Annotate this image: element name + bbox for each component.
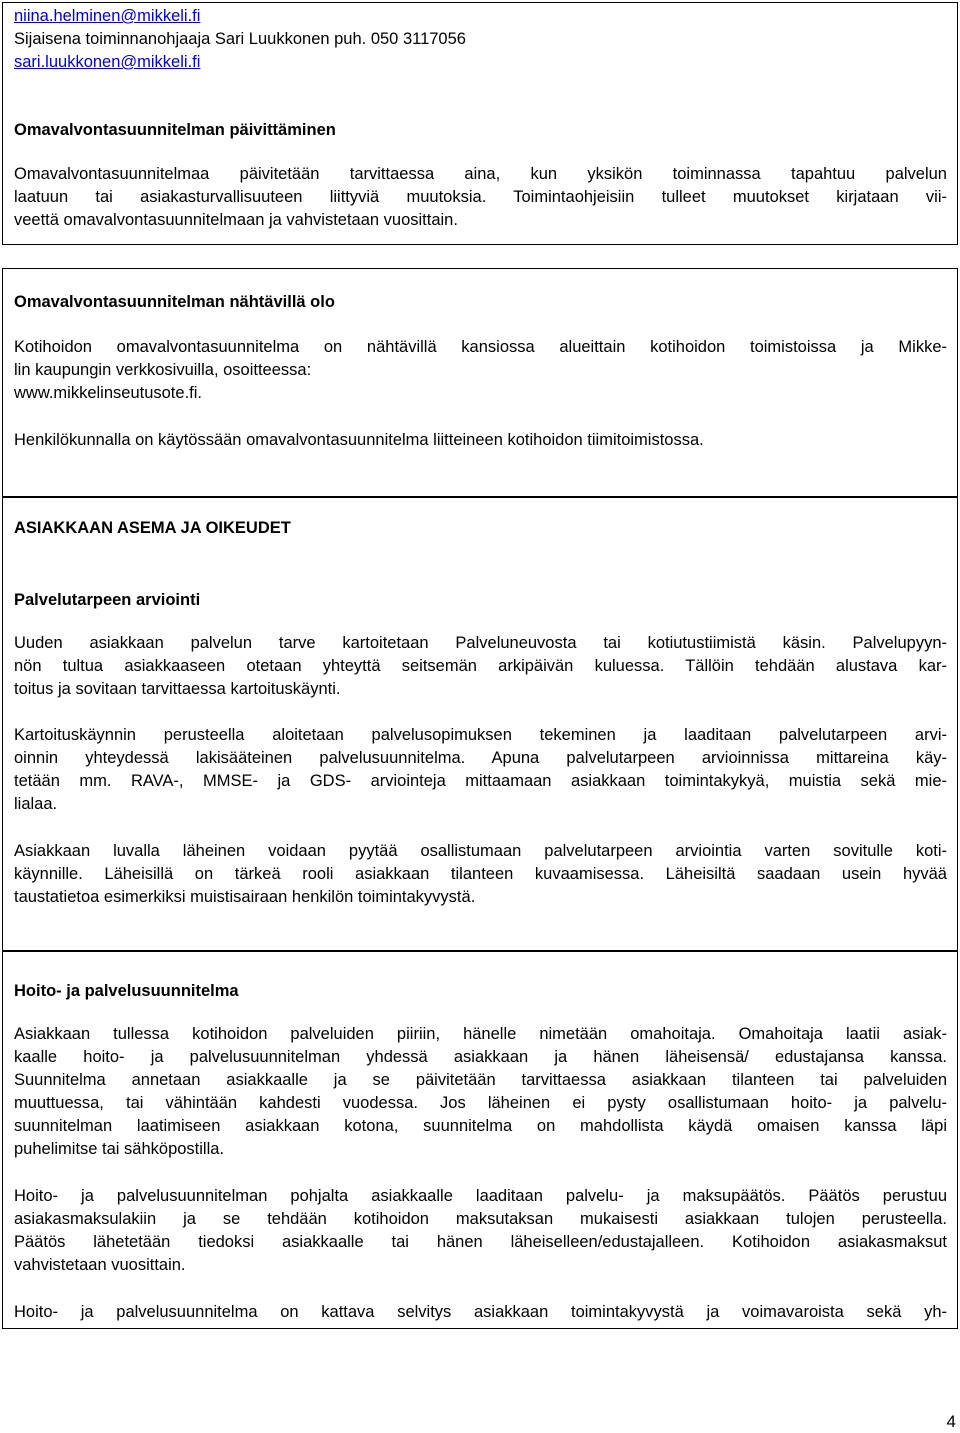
care-plan-text-line: kaalle hoito- ja palvelusuunnitelman yhdessä asiakkaan ja hänen läheisensä/ edustajansa kanssa. bbox=[14, 1048, 947, 1066]
website-url: www.mikkelinseutusote.fi. bbox=[14, 384, 202, 402]
update-text-line: laatuun tai asiakasturvallisuuteen liittyviä muutoksia. Toimintaohjeisiin tulleet muutokset kirjataan vii- bbox=[14, 188, 947, 206]
assessment-text-line: oinnin yhteydessä lakisääteinen palvelusuunnitelma. Apuna palvelutarpeen arvioinnissa mittareina käy- bbox=[14, 749, 947, 767]
rights-main-title: ASIAKKAAN ASEMA JA OIKEUDET bbox=[14, 519, 291, 537]
visibility-section-title: Omavalvontasuunnitelman nähtävillä olo bbox=[14, 293, 335, 311]
assessment-text-line: tetään mm. RAVA-, MMSE- ja GDS- arviointeja mittaamaan asiakkaan toimintakykyä, muistia sekä mie- bbox=[14, 772, 947, 790]
visibility-text-line: lin kaupungin verkkosivuilla, osoitteessa: bbox=[14, 361, 312, 379]
staff-access-text: Henkilökunnalla on käytössään omavalvontasuunnitelma liitteineen kotihoidon tiimitoimistossa. bbox=[14, 431, 704, 449]
assessment-text-line: nön tultua asiakkaaseen otetaan yhteyttä seitsemän arkipäivän kuluessa. Tällöin tehdään alustava kar- bbox=[14, 657, 947, 675]
assessment-text-line: toitus ja sovitaan tarvittaessa kartoituskäynti. bbox=[14, 680, 341, 698]
care-plan-text-line: Suunnitelma annetaan asiakkaalle ja se päivitetään tarvittaessa asiakkaan tilanteen tai palveluiden bbox=[14, 1071, 947, 1089]
care-plan-text-line: Päätös lähetetään tiedoksi asiakkaalle tai hänen läheiselleen/edustajalleen. Kotihoidon asiakasmaksut bbox=[14, 1233, 947, 1251]
page-number: 4 bbox=[946, 1412, 956, 1431]
visibility-text-line: Kotihoidon omavalvontasuunnitelma on nähtävillä kansiossa alueittain kotihoidon toimistoissa ja Mikke- bbox=[14, 338, 947, 356]
care-plan-text-line: asiakasmaksulakiin ja se tehdään kotihoidon maksutaksan mukaisesti asiakkaan tulojen perusteella. bbox=[14, 1210, 947, 1228]
care-plan-box bbox=[2, 951, 958, 1329]
care-plan-text-line: suunnitelman laatimiseen asiakkaan kotona, suunnitelma on mahdollista käydä omaisen kanssa läpi bbox=[14, 1117, 947, 1135]
rights-box bbox=[2, 497, 958, 951]
update-section-title: Omavalvontasuunnitelman päivittäminen bbox=[14, 121, 336, 139]
care-plan-text-line: Asiakkaan tullessa kotihoidon palveluiden piiriin, hänelle nimetään omahoitaja. Omahoitaja laatii asiak- bbox=[14, 1025, 947, 1043]
update-text-line: Omavalvontasuunnitelmaa päivitetään tarvittaessa aina, kun yksikön toiminnassa tapahtuu palvelun bbox=[14, 165, 947, 183]
assessment-text-line: Asiakkaan luvalla läheinen voidaan pyytää osallistumaan palvelutarpeen arviointia varten sovitulle koti- bbox=[14, 842, 947, 860]
email-link-helminen[interactable]: niina.helminen@mikkeli.fi bbox=[14, 7, 201, 25]
care-plan-text-line: vahvistetaan vuosittain. bbox=[14, 1256, 186, 1274]
assessment-text-line: Kartoituskäynnin perusteella aloitetaan palvelusopimuksen tekeminen ja laaditaan palvelutarpeen arvi- bbox=[14, 726, 947, 744]
assessment-title: Palvelutarpeen arviointi bbox=[14, 591, 201, 609]
assessment-text-line: Uuden asiakkaan palvelun tarve kartoitetaan Palveluneuvosta tai kotiutustiimistä käsin. Palvelupyyn- bbox=[14, 634, 947, 652]
assessment-text-line: käynnille. Läheisillä on tärkeä rooli asiakkaan tilanteen kuvaamisessa. Läheisiltä saadaan usein hyvää bbox=[14, 865, 947, 883]
care-plan-text-line: Hoito- ja palvelusuunnitelma on kattava selvitys asiakkaan toimintakyvystä ja voimavaroista sekä yh- bbox=[14, 1303, 947, 1321]
substitute-info: Sijaisena toiminnanohjaaja Sari Luukkonen puh. 050 3117056 bbox=[14, 30, 466, 48]
visibility-box bbox=[2, 268, 958, 497]
contact-update-box bbox=[2, 2, 958, 245]
care-plan-text-line: muuttuessa, tai vähintään kahdesti vuodessa. Jos läheinen ei pysty osallistumaan hoito- ja palvelu- bbox=[14, 1094, 947, 1112]
update-text-line: veettä omavalvontasuunnitelmaan ja vahvistetaan vuosittain. bbox=[14, 211, 458, 229]
email-link-luukkonen[interactable]: sari.luukkonen@mikkeli.fi bbox=[14, 53, 201, 71]
care-plan-title: Hoito- ja palvelusuunnitelma bbox=[14, 982, 239, 1000]
care-plan-text-line: Hoito- ja palvelusuunnitelman pohjalta asiakkaalle laaditaan palvelu- ja maksupäätös. Päätös perustuu bbox=[14, 1187, 947, 1205]
assessment-text-line: taustatietoa esimerkiksi muistisairaan henkilön toimintakyvystä. bbox=[14, 888, 476, 906]
care-plan-text-line: puhelimitse tai sähköpostilla. bbox=[14, 1140, 225, 1158]
assessment-text-line: lialaa. bbox=[14, 795, 58, 813]
